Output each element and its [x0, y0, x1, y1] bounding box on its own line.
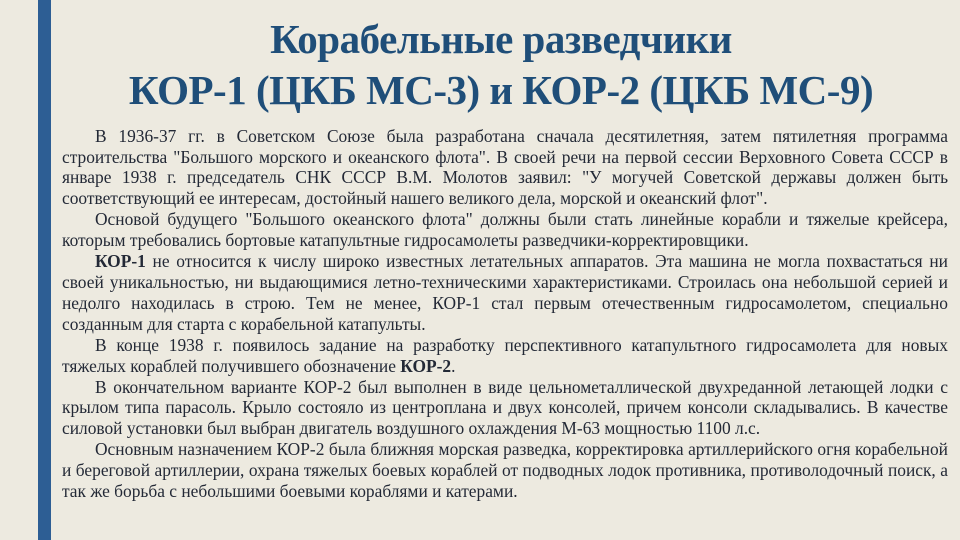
paragraph — [62, 377, 948, 440]
paragraph — [62, 251, 948, 335]
title-line-2: КОР-1 (ЦКБ МС-3) и КОР-2 (ЦКБ МС-9) — [128, 66, 874, 113]
body-text — [62, 126, 948, 502]
bold-text-segment: КОР-2 — [400, 355, 452, 376]
paragraph — [62, 126, 948, 210]
bold-text-segment: КОР-1 — [95, 251, 146, 272]
paragraph — [62, 209, 948, 251]
text-segment: . — [451, 355, 456, 376]
paragraph — [62, 335, 948, 377]
text-segment: В окончательном варианте КОР-2 был выполнен в виде цельнометаллической двухреданной летающей лодки с крылом типа парасоль. Крыло состояло из центроплана и двух консолей, причем консоли складывались. В качестве силовой установки был выбран двигатель воздушного охлаждения М-63 мощностью 1100 л.с. — [62, 376, 948, 439]
page-title — [52, 14, 950, 116]
left-accent-bar — [38, 0, 51, 540]
text-segment: Основным назначением КОР-2 была ближняя морская разведка, корректировка артиллерийского огня корабельной и береговой артиллерии, охрана тяжелых боевых кораблей от подводных лодок противника, противолодочный поиск, а так же борьба с небольшими боевыми кораблями и катерами. — [62, 439, 948, 502]
text-segment: Основой будущего "Большого океанского флота" должны были стать линейные корабли и тяжелые крейсера, которым требовались бортовые катапультные гидросамолеты разведчики-корректировщики. — [62, 209, 948, 251]
paragraph — [62, 439, 948, 502]
text-segment: не относится к числу широко известных летательных аппаратов. Эта машина не могла похвастаться ни своей уникальностью, ни выдающимися летно-техническими характеристиками. Строилась она небольшой серией и недолго находилась в строю. Тем не менее, КОР-1 стал первым отечественным гидросамолетом, специально созданным для старта с корабельной катапульты. — [62, 251, 948, 334]
text-segment: В конце 1938 г. появилось задание на разработку перспективного катапультного гидросамолета для новых тяжелых кораблей получившего обозначение — [62, 334, 948, 376]
text-segment: В 1936-37 гг. в Советском Союзе была разработана сначала десятилетняя, затем пятилетняя программа строительства "Большого морского и океанского флота". В своей речи на первой сессии Верховного Совета СССР в январе 1938 г. председатель СНК СССР В.М. Молотов заявил: "У могучей Советской державы должен быть соответствующий ее интересам, достойный нашего великого дела, морской и океанский флот". — [62, 125, 948, 209]
title-line-1: Корабельные разведчики — [270, 16, 732, 62]
